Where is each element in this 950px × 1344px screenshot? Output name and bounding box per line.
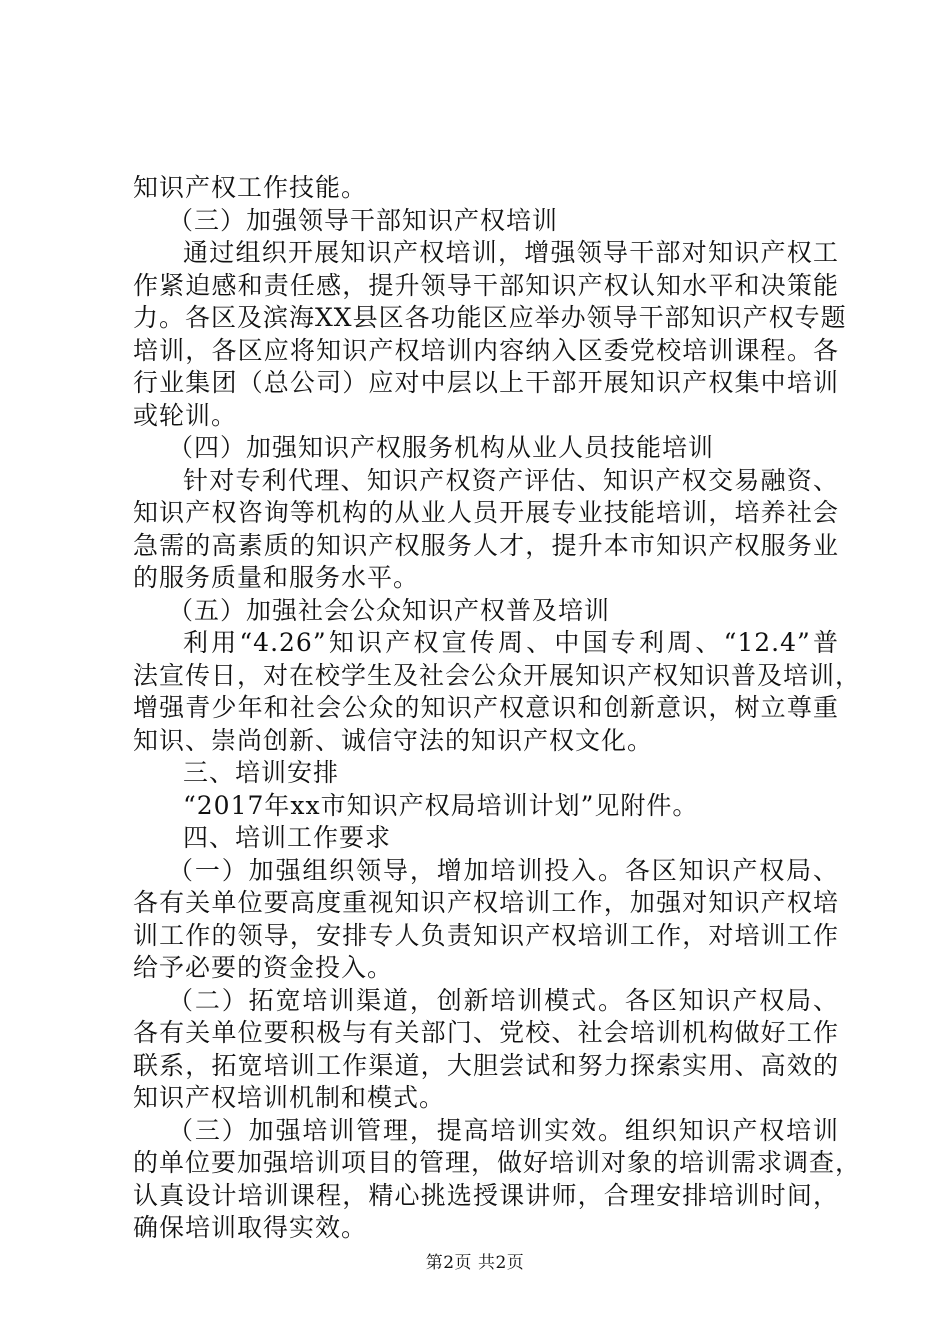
paragraph-line: 各有关单位要积极与有关部门、党校、社会培训机构做好工作 (133, 1018, 839, 1047)
paragraph-line: 培训，各区应将知识产权培训内容纳入区委党校培训课程。各 (133, 335, 839, 365)
paragraph-line: 法宣传日，对在校学生及社会公众开展知识产权知识普及培训， (133, 660, 862, 690)
paragraph-line: 给予必要的资金投入。 (133, 953, 394, 982)
paragraph-line: 确保培训取得实效。 (133, 1213, 368, 1242)
section-heading: （五）加强社会公众知识产权普及培训 (168, 595, 611, 625)
section-heading: 四、培训工作要求 (183, 823, 392, 852)
paragraph-line: 知识产权培训机制和模式。 (133, 1083, 446, 1112)
paragraph-line: 通过组织开展知识产权培训，增强领导干部对知识产权工 (183, 238, 839, 267)
paragraph-line: 的服务质量和服务水平。 (133, 563, 420, 592)
paragraph-line: “2017年xx市知识产权局培训计划”见附件。 (183, 790, 699, 820)
paragraph-line: 训工作的领导，安排专人负责知识产权培训工作，对培训工作 (133, 920, 839, 950)
paragraph-line: 认真设计培训课程，精心挑选授课讲师，合理安排培训时间， (133, 1180, 839, 1210)
paragraph-line: 针对专利代理、知识产权资产评估、知识产权交易融资、 (183, 465, 839, 495)
paragraph-line: （二）拓宽培训渠道，创新培训模式。各区知识产权局、 (168, 985, 839, 1015)
paragraph-line: （一）加强组织领导，增加培训投入。各区知识产权局、 (168, 855, 839, 885)
paragraph-line: 作紧迫感和责任感，提升领导干部知识产权认知水平和决策能 (133, 270, 839, 300)
paragraph-line: 利用“4.26”知识产权宣传周、中国专利周、“12.4”普 (183, 628, 839, 657)
paragraph-line: （三）加强培训管理，提高培训实效。组织知识产权培训 (168, 1115, 839, 1145)
paragraph-line: 联系，拓宽培训工作渠道，大胆尝试和努力探索实用、高效的 (133, 1050, 839, 1080)
document-body (133, 172, 862, 1245)
paragraph-line: 增强青少年和社会公众的知识产权意识和创新意识，树立尊重 (133, 693, 839, 722)
paragraph-line: 知识、崇尚创新、诚信守法的知识产权文化。 (133, 725, 654, 755)
paragraph-line: 急需的高素质的知识产权服务人才，提升本市知识产权服务业 (133, 530, 839, 560)
page-number-footer: 第2页 共2页 (425, 1253, 525, 1273)
paragraph-line: 知识产权咨询等机构的从业人员开展专业技能培训，培养社会 (133, 498, 839, 527)
paragraph-line: 行业集团（总公司）应对中层以上干部开展知识产权集中培训 (133, 368, 839, 397)
section-heading: 三、培训安排 (183, 758, 340, 787)
section-heading: （三）加强领导干部知识产权培训 (168, 205, 559, 235)
paragraph-line: 知识产权工作技能。 (133, 173, 368, 202)
section-heading: （四）加强知识产权服务机构从业人员技能培训 (168, 433, 715, 462)
paragraph-line: 的单位要加强培训项目的管理，做好培训对象的培训需求调查， (133, 1148, 862, 1177)
paragraph-line: 力。各区及滨海XX县区各功能区应举办领导干部知识产权专题 (133, 303, 847, 332)
paragraph-line: 各有关单位要高度重视知识产权培训工作，加强对知识产权培 (133, 888, 839, 917)
paragraph-line: 或轮训。 (133, 400, 238, 430)
